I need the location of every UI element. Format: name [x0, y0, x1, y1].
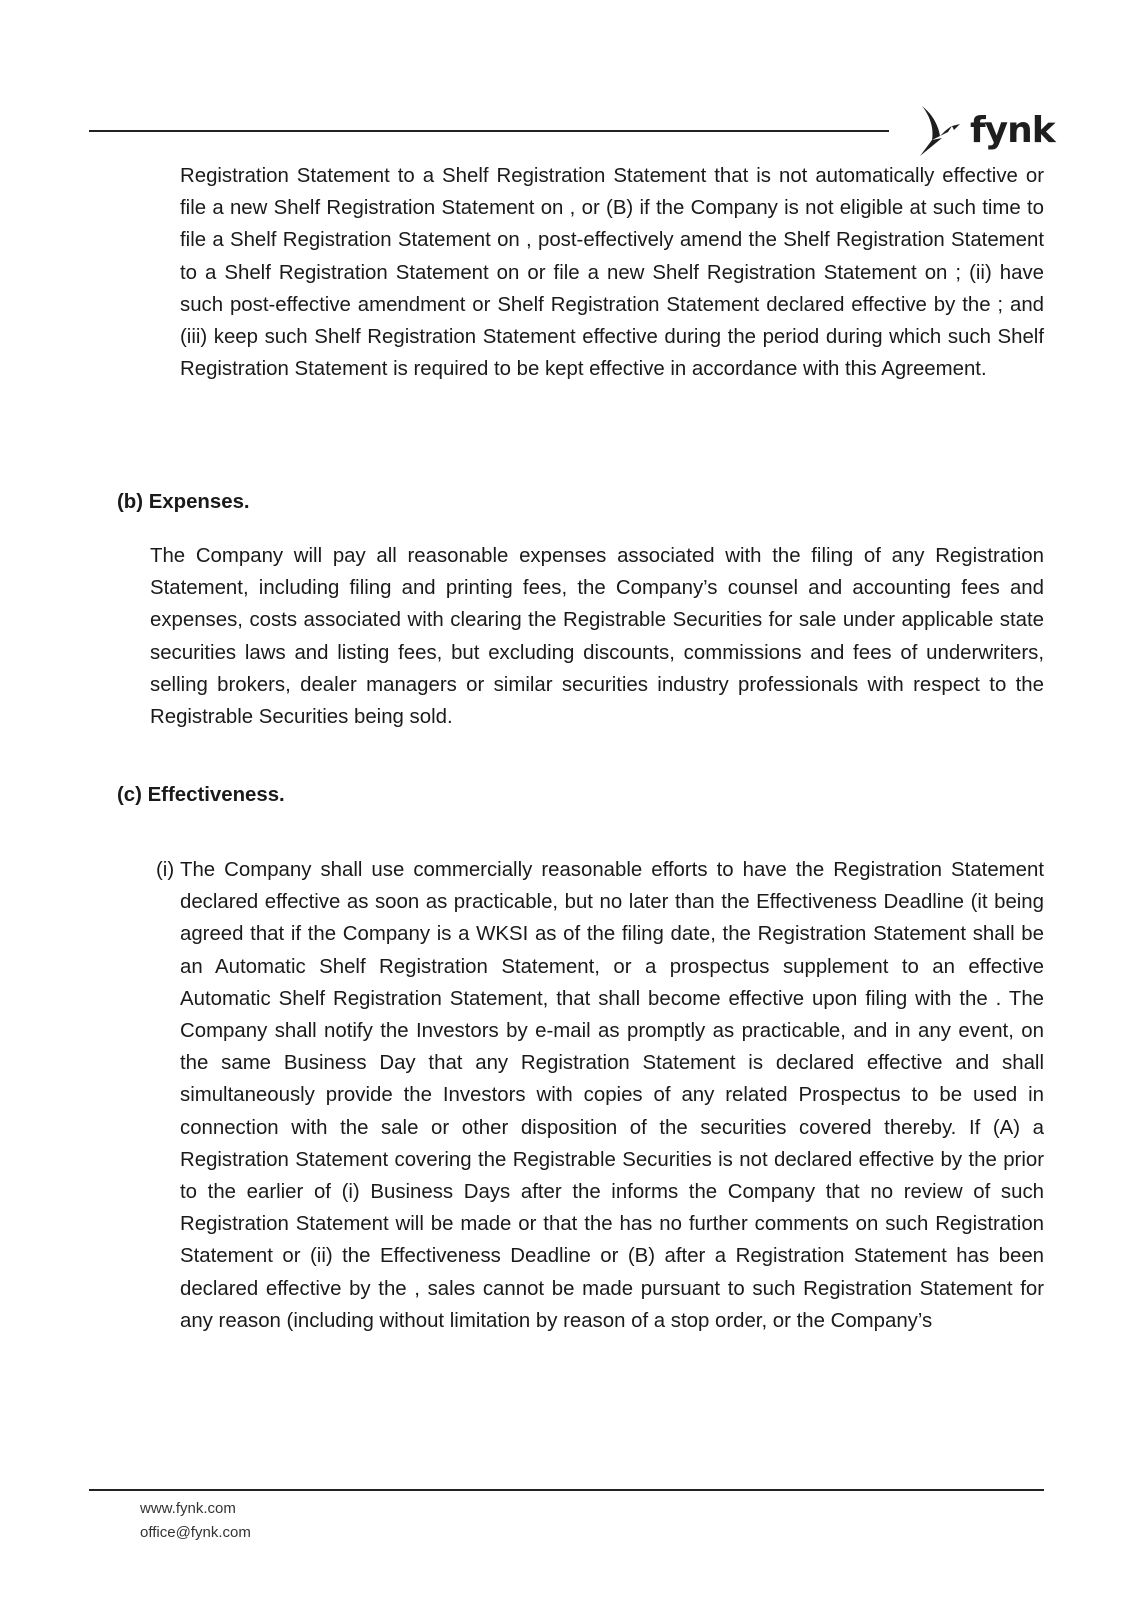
footer-website: www.fynk.com — [140, 1500, 236, 1517]
intro-paragraph: Registration Statement to a Shelf Registration Statement that is not automatically effective or file a new Shelf Registration Statement on , or (B) if the Company is not eligible at such time to file a Shelf Registration Statement on , post-effectively amend the Shelf Registration Statement to a Shelf Registration Statement on or file a new Shelf Registration Statement on ; (ii) have such post-effective amendment or Shelf Registration Statement declared effective by the ; and (iii) keep such Shelf Registration Statement effective during the period during which such Shelf Registration Statement is required to be kept effective in accordance with this Agreement. — [180, 165, 1044, 381]
section-heading-expenses: (b) Expenses. — [117, 491, 250, 513]
bird-icon — [918, 106, 964, 156]
brand-logo — [918, 106, 1055, 156]
footer-divider — [89, 1489, 1044, 1491]
list-marker: (i) — [156, 859, 175, 881]
footer-email: office@fynk.com — [140, 1524, 251, 1541]
expenses-paragraph: The Company will pay all reasonable expenses associated with the filing of any Registration Statement, including filing and printing fees, the Company’s counsel and accounting fees and expenses, costs associated with clearing the Registrable Securities for sale under applicable state securities laws and listing fees, but excluding discounts, commissions and fees of underwriters, selling brokers, dealer managers or similar securities industry professionals with respect to the Registrable Securities being sold. — [150, 545, 1044, 729]
brand-name: fynk — [970, 110, 1055, 151]
section-heading-effectiveness: (c) Effectiveness. — [117, 784, 285, 806]
effectiveness-item-text: The Company shall use commercially reasonable efforts to have the Registration Statement declared effective as soon as practicable, but no later than the Effectiveness Deadline (it being agreed that if the Company is a WKSI as of the filing date, the Registration Statement shall be an Automatic Shelf Registration Statement, or a prospectus supplement to an effective Automatic Shelf Registration Statement, that shall become effective upon filing with the . The Company shall notify the Investors by e-mail as promptly as practicable, and in any event, on the same Business Day that any Registration Statement is declared effective and shall simultaneously provide the Investors with copies of any related Prospectus to be used in connection with the sale or other disposition of the securities covered thereby. If (A) a Registration Statement covering the Registrable Securities is not declared effective by the prior to the earlier of (i) Business Days after the informs the Company that no review of such Registration Statement will be made or that the has no further comments on such Registration Statement or (ii) the Effectiveness Deadline or (B) after a Registration Statement has been declared effective by the , sales cannot be made pursuant to such Registration Statement for any reason (including without limitation by reason of a stop order, or the Company’s — [180, 859, 1044, 1332]
effectiveness-item-i — [150, 854, 1044, 1337]
header-divider — [89, 130, 889, 132]
